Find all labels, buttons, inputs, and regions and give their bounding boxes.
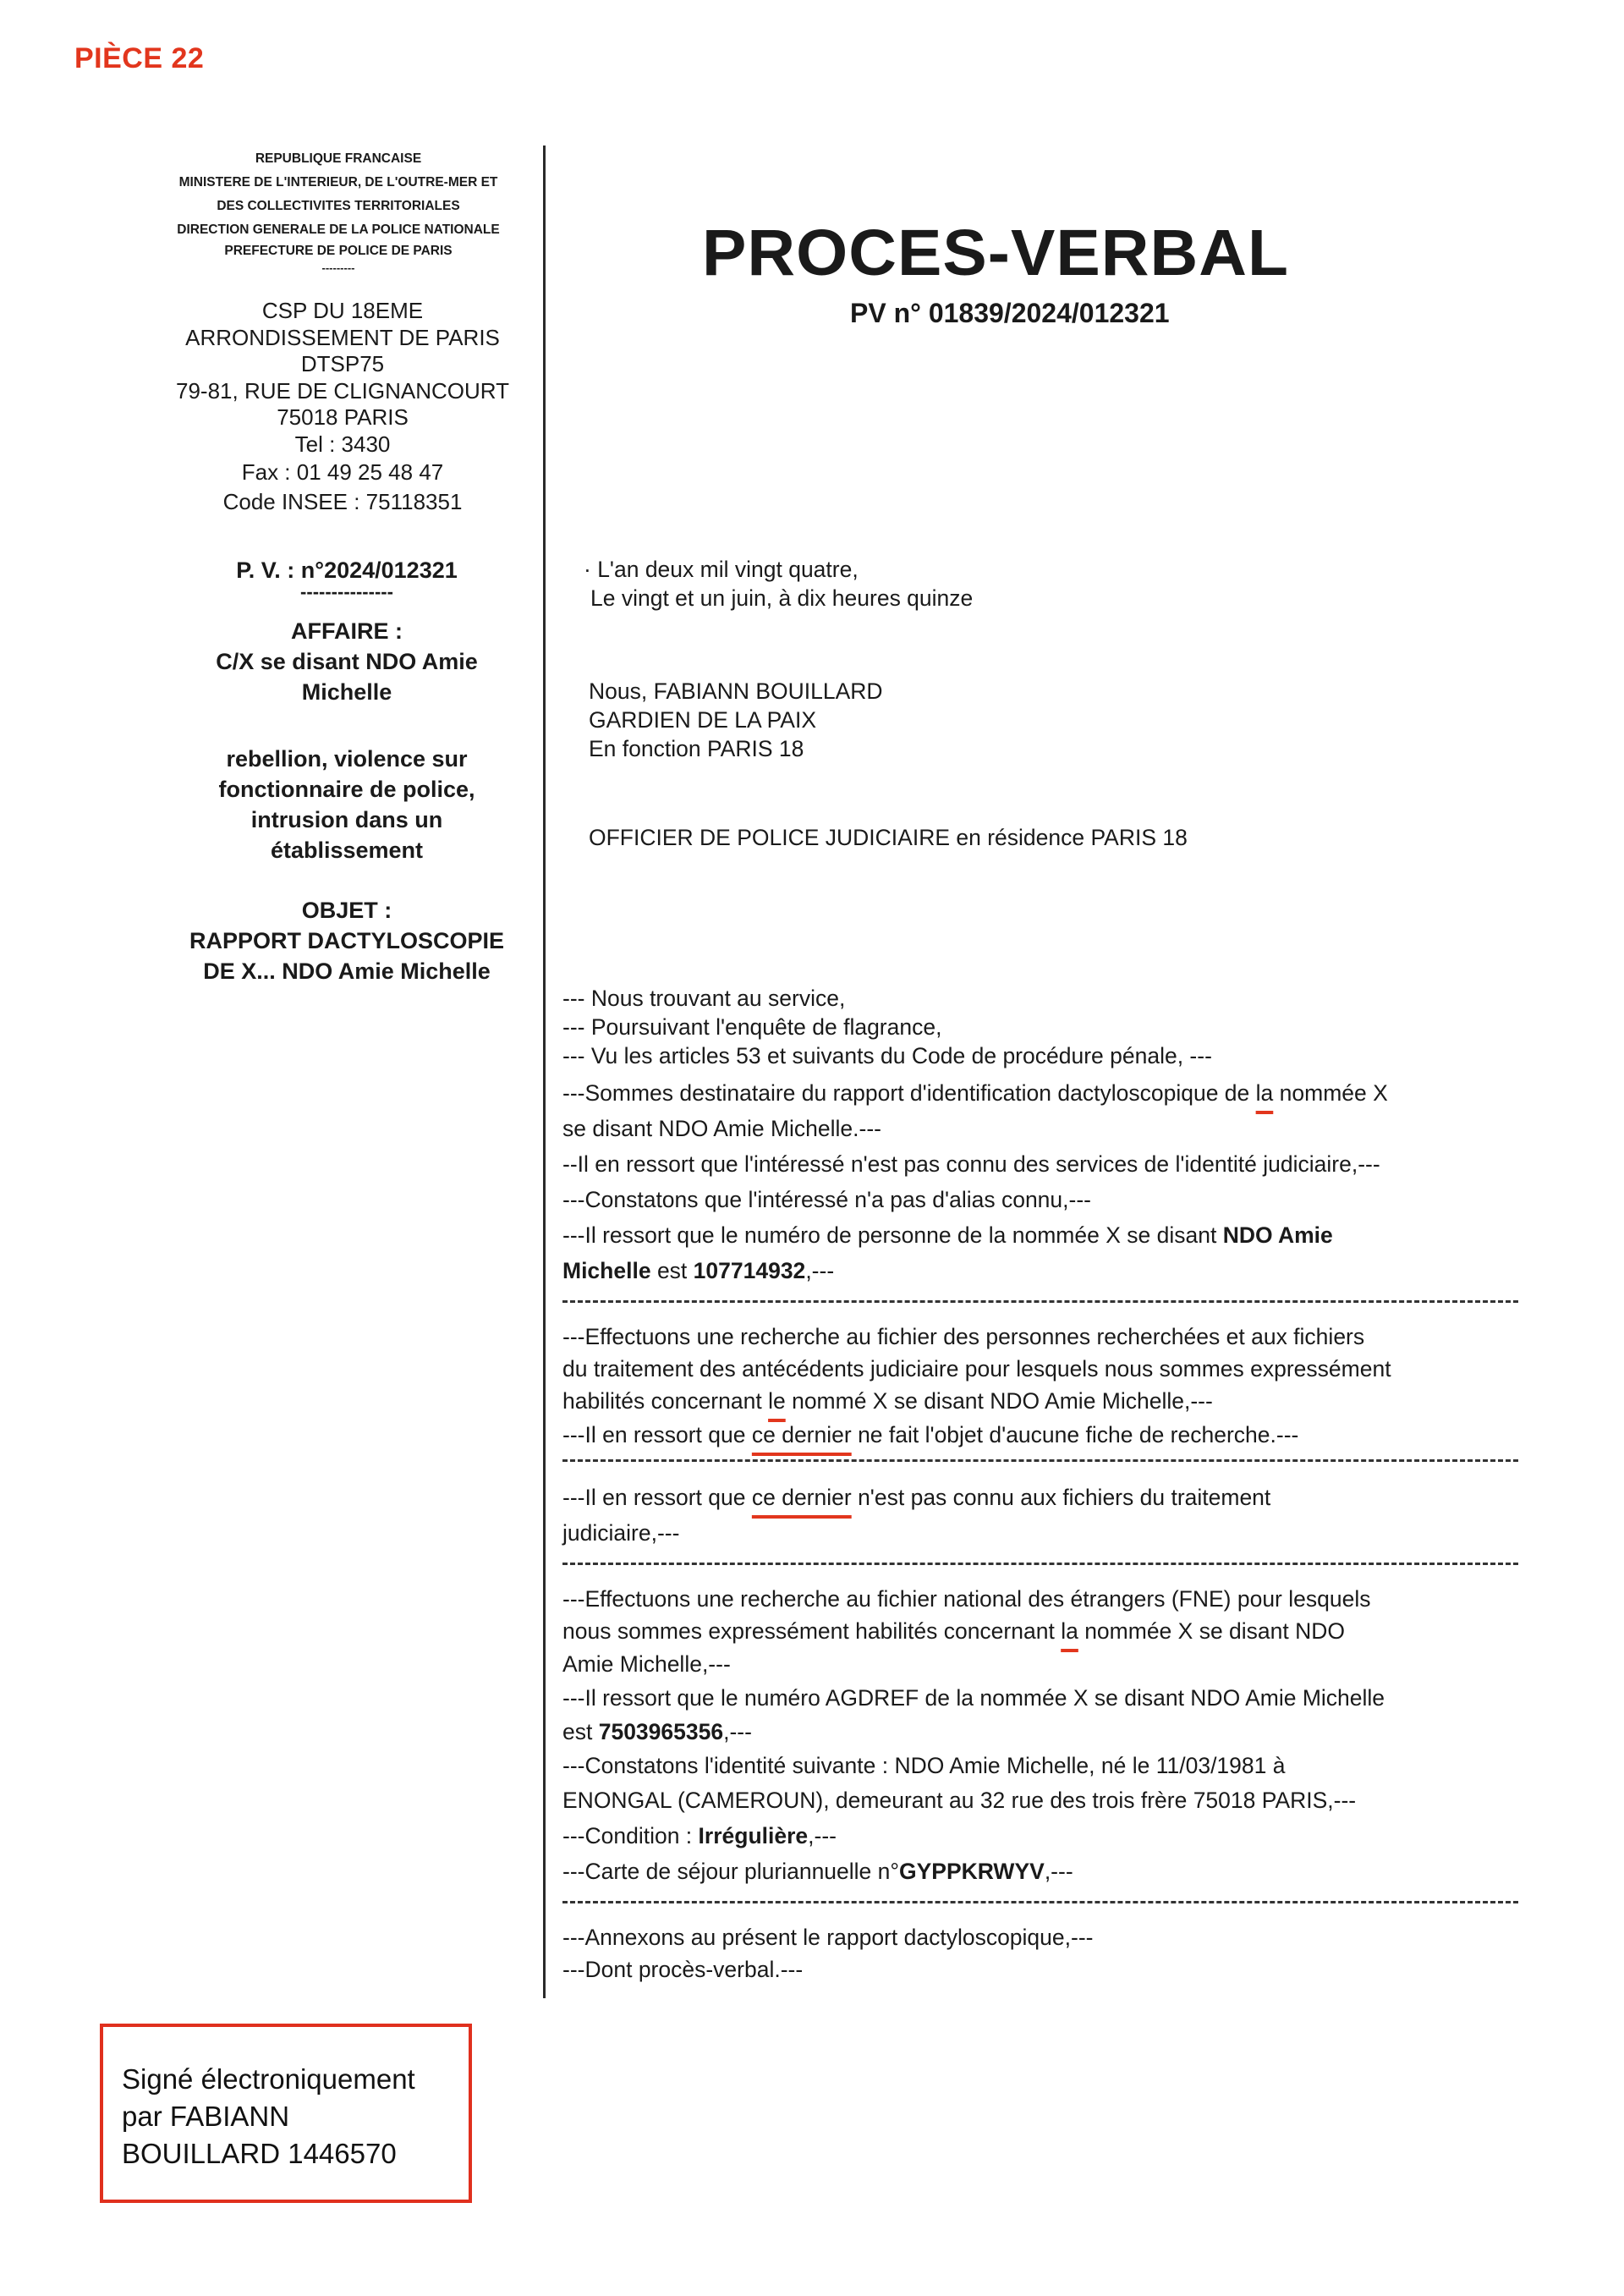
address-line: 75018 PARIS <box>277 404 409 430</box>
address-line: Fax : 01 49 25 48 47 <box>241 459 444 485</box>
infractions-block <box>135 744 558 865</box>
body-line <box>562 1253 1527 1288</box>
body-text: ,--- <box>1044 1859 1073 1884</box>
body-line: ---Dont procès-verbal.--- <box>562 1957 804 1982</box>
body-line <box>562 1615 1527 1647</box>
header-line: DIRECTION GENERALE DE LA POLICE NATIONALE <box>177 222 500 237</box>
ministry-header <box>135 147 541 276</box>
body-line: ---Il ressort que le numéro AGDREF de la nommée X se disant NDO Amie Michelle <box>562 1685 1385 1711</box>
underlined-word: ce dernier <box>751 1485 852 1510</box>
date-line: · L'an deux mil vingt quatre, <box>584 557 859 582</box>
date-block <box>584 555 973 612</box>
signature-line: par FABIANN <box>122 2101 290 2132</box>
body-text: habilités concernant <box>562 1388 769 1414</box>
address-line: CSP DU 18EME <box>261 298 424 323</box>
body-text: ,--- <box>723 1719 752 1744</box>
body-text: ne fait l'objet d'aucune fiche de recherche.--- <box>851 1422 1299 1447</box>
officer-line: Nous, FABIANN BOUILLARD <box>589 678 883 704</box>
affaire-line: Michelle <box>301 679 392 705</box>
body-text: nommée X <box>1273 1080 1388 1106</box>
header-line: MINISTERE DE L'INTERIEUR, DE L'OUTRE-MER ET <box>178 175 498 190</box>
pv-body <box>562 984 1527 1986</box>
body-text: est <box>562 1719 599 1744</box>
header-line: DES COLLECTIVITES TERRITORIALES <box>217 199 460 213</box>
body-line: --Il en ressort que l'intéressé n'est pas connu des services de l'identité judiciaire,--- <box>562 1151 1380 1177</box>
body-text: nous sommes expressément habilités concernant <box>562 1618 1062 1644</box>
address-line: Tel : 3430 <box>294 431 391 457</box>
officer-line: En fonction PARIS 18 <box>589 736 804 761</box>
section-separator <box>562 1459 1518 1464</box>
body-text: n'est pas connu aux fichiers du traitement <box>851 1485 1271 1510</box>
header-line: REPUBLIQUE FRANCAISE <box>255 151 422 166</box>
card-number: GYPPKRWYV <box>899 1859 1045 1884</box>
body-line <box>562 1075 1527 1111</box>
section-separator <box>562 1901 1518 1906</box>
objet-block <box>135 895 558 986</box>
agdref-number: 7503965356 <box>598 1719 724 1744</box>
officer-block <box>589 677 883 763</box>
affaire-label: AFFAIRE : <box>291 618 403 644</box>
status-value: Irrégulière <box>698 1823 809 1848</box>
affaire-block <box>135 616 558 707</box>
body-text: ---Condition : <box>562 1823 699 1848</box>
body-line: judiciaire,--- <box>562 1520 680 1546</box>
body-line: se disant NDO Amie Michelle.--- <box>562 1116 881 1141</box>
objet-line: DE X... NDO Amie Michelle <box>203 958 491 984</box>
opj-line: OFFICIER DE POLICE JUDICIAIRE en résidence PARIS 18 <box>589 825 1188 850</box>
body-line <box>562 1385 1527 1417</box>
officer-line: GARDIEN DE LA PAIX <box>589 707 817 733</box>
body-line: --- Poursuivant l'enquête de flagrance, <box>562 1014 942 1040</box>
body-text: ---Il en ressort que <box>562 1422 752 1447</box>
pv-reference <box>135 555 558 602</box>
body-line: ENONGAL (CAMEROUN), demeurant au 32 rue des trois frère 75018 PARIS,--- <box>562 1788 1357 1813</box>
body-text: ,--- <box>805 1258 835 1283</box>
section-separator <box>562 1563 1518 1568</box>
pv-reference-number: P. V. : n°2024/012321 <box>236 558 458 583</box>
header-line: PREFECTURE DE POLICE DE PARIS <box>224 244 453 258</box>
body-text: ---Il en ressort que <box>562 1485 752 1510</box>
body-line <box>562 1417 1527 1453</box>
body-text: est <box>650 1258 694 1283</box>
section-separator <box>562 1300 1518 1305</box>
body-line <box>562 1715 1527 1749</box>
underlined-word: la <box>1061 1618 1078 1644</box>
objet-line: RAPPORT DACTYLOSCOPIE <box>189 928 505 953</box>
underlined-word: le <box>768 1388 786 1414</box>
body-line <box>562 1217 1527 1253</box>
body-line: du traitement des antécédents judiciaire pour lesquels nous sommes expressément <box>562 1356 1391 1381</box>
signature-line: Signé électroniquement <box>122 2063 415 2095</box>
body-line: ---Effectuons une recherche au fichier des personnes recherchées et aux fichiers <box>562 1324 1365 1349</box>
person-number: 107714932 <box>693 1258 806 1283</box>
body-line: ---Effectuons une recherche au fichier national des étrangers (FNE) pour lesquels <box>562 1586 1371 1612</box>
infraction-line: établissement <box>270 838 424 863</box>
body-line: ---Annexons au présent le rapport dactyloscopique,--- <box>562 1925 1094 1950</box>
body-line <box>562 1854 1527 1889</box>
objet-label: OBJET : <box>301 898 392 923</box>
service-address <box>135 298 550 517</box>
infraction-line: fonctionnaire de police, <box>218 777 475 802</box>
address-line: 79-81, RUE DE CLIGNANCOURT <box>176 377 509 404</box>
body-line <box>562 1480 1527 1515</box>
address-line: ARRONDISSEMENT DE PARIS <box>185 324 500 350</box>
signature-text <box>122 2061 415 2172</box>
person-name: Michelle <box>562 1258 651 1283</box>
document-title: PROCES-VERBAL <box>702 217 1290 289</box>
pv-number: PV n° 01839/2024/012321 <box>850 298 1170 328</box>
header-separator: --------- <box>321 261 355 274</box>
body-line <box>562 1818 1527 1854</box>
signature-line: BOUILLARD 1446570 <box>122 2138 397 2169</box>
electronic-signature-box <box>100 2024 472 2203</box>
underlined-word: ce dernier <box>751 1422 852 1447</box>
body-text: ---Carte de séjour pluriannuelle n° <box>562 1859 899 1884</box>
body-line: ---Constatons que l'intéressé n'a pas d'alias connu,--- <box>562 1187 1091 1212</box>
pv-reference-separator: --------------- <box>300 581 393 602</box>
body-text: ---Sommes destinataire du rapport d'identification dactyloscopique de <box>562 1080 1256 1106</box>
body-text: ,--- <box>808 1823 837 1848</box>
person-name: NDO Amie <box>1222 1222 1333 1248</box>
date-line: Le vingt et un juin, à dix heures quinze <box>590 585 974 611</box>
address-line: Code INSEE : 75118351 <box>222 489 463 514</box>
infraction-line: intrusion dans un <box>250 807 443 832</box>
body-line: ---Constatons l'identité suivante : NDO Amie Michelle, né le 11/03/1981 à <box>562 1753 1286 1778</box>
underlined-word: la <box>1255 1080 1274 1106</box>
piece-number: PIÈCE 22 <box>74 42 205 74</box>
date-line-text: L'an deux mil vingt quatre, <box>597 557 859 582</box>
body-text: nommé X se disant NDO Amie Michelle,--- <box>785 1388 1213 1414</box>
affaire-line: C/X se disant NDO Amie <box>216 649 478 674</box>
body-text: nommée X se disant NDO <box>1078 1618 1346 1644</box>
body-line: Amie Michelle,--- <box>562 1651 731 1677</box>
body-line: --- Vu les articles 53 et suivants du Code de procédure pénale, --- <box>562 1043 1212 1068</box>
body-line: --- Nous trouvant au service, <box>562 986 846 1011</box>
address-line: DTSP75 <box>300 351 385 376</box>
infraction-line: rebellion, violence sur <box>226 746 468 772</box>
body-text: ---Il ressort que le numéro de personne de la nommée X se disant <box>562 1222 1223 1248</box>
